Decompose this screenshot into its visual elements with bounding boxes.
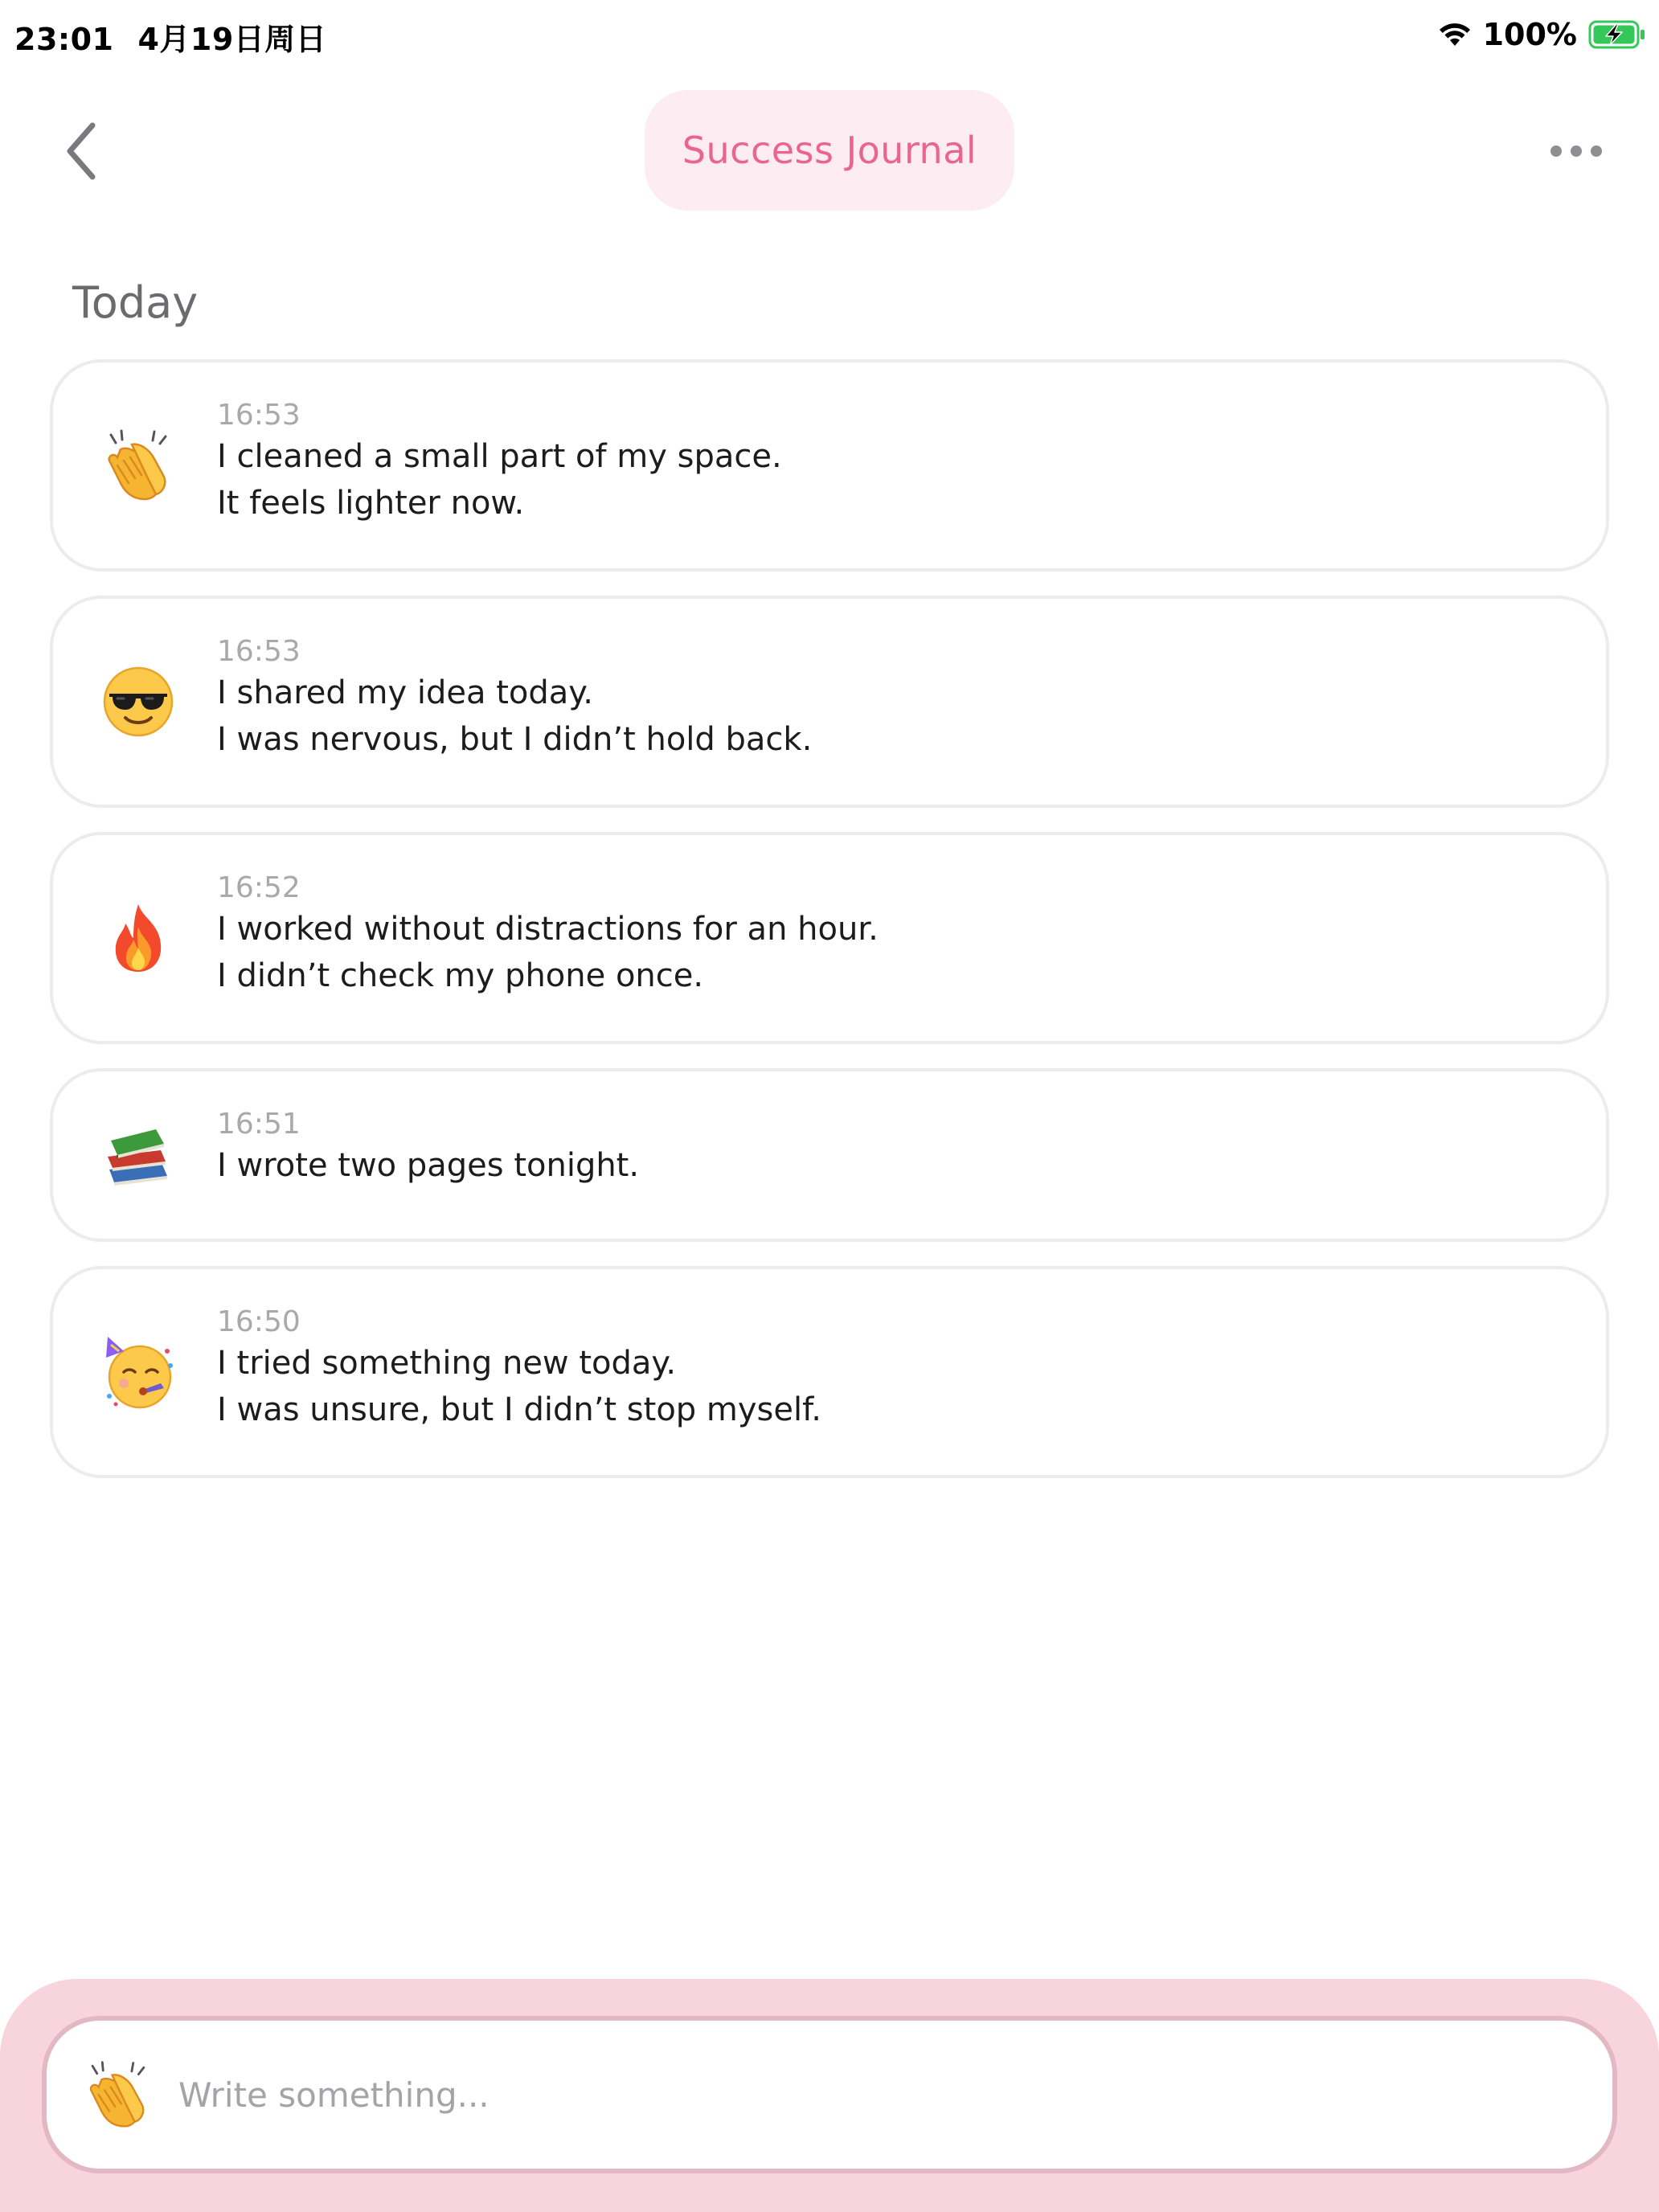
books-icon	[98, 1115, 178, 1195]
journal-entry-card[interactable]	[50, 596, 1609, 808]
journal-entry-input[interactable]	[177, 2054, 1612, 2136]
entry-time: 16:53	[217, 635, 301, 668]
back-button[interactable]	[48, 113, 113, 190]
journal-entry-list	[50, 359, 1609, 1478]
status-indicators	[1438, 14, 1646, 55]
entry-text: I shared my idea today. I was nervous, but I didn’t hold back.	[217, 674, 813, 758]
entry-body	[217, 1107, 1558, 1189]
entry-time: 16:53	[217, 399, 301, 432]
emoji-picker-button[interactable]	[82, 2058, 154, 2131]
journal-title-pill	[645, 90, 1014, 211]
entry-time: 16:52	[217, 871, 301, 904]
entry-text: I wrote two pages tonight.	[217, 1147, 640, 1184]
journal-entry-card[interactable]	[50, 1266, 1609, 1478]
books-icon	[100, 1116, 177, 1194]
more-options-button[interactable]	[1540, 129, 1612, 174]
sunglasses-face-icon	[100, 663, 177, 740]
section-heading-today: Today	[72, 277, 199, 328]
chevron-left-icon	[62, 121, 99, 182]
battery-charging-icon	[1588, 19, 1646, 50]
page-title: Success Journal	[682, 129, 977, 172]
more-dot-icon	[1591, 145, 1602, 157]
entry-time: 16:51	[217, 1108, 301, 1141]
status-bar	[0, 0, 1659, 71]
status-time: 23:01	[14, 22, 114, 57]
clapping-hands-icon	[100, 427, 177, 504]
party-face-icon	[98, 1332, 178, 1412]
entry-body	[217, 870, 1558, 999]
fire-icon	[100, 899, 177, 977]
entry-text: I worked without distractions for an hour. I didn’t check my phone once.	[217, 911, 879, 994]
fire-icon	[98, 898, 178, 978]
composer-field[interactable]	[42, 2016, 1617, 2173]
entry-text: I cleaned a small part of my space. It feels lighter now.	[217, 438, 782, 522]
entry-body	[217, 398, 1558, 526]
entry-body	[217, 1305, 1558, 1433]
sunglasses-face-icon	[98, 662, 178, 742]
more-dot-icon	[1571, 145, 1582, 157]
journal-entry-card[interactable]	[50, 832, 1609, 1044]
clapping-hands-icon	[82, 2058, 154, 2131]
journal-entry-card[interactable]	[50, 1068, 1609, 1242]
entry-time: 16:50	[217, 1305, 301, 1338]
status-clock	[14, 14, 326, 59]
entry-body	[217, 634, 1558, 763]
wifi-icon	[1438, 21, 1472, 48]
more-dot-icon	[1550, 145, 1562, 157]
clapping-hands-icon	[98, 425, 178, 506]
battery-percent: 100%	[1482, 17, 1577, 52]
party-face-icon	[100, 1333, 177, 1411]
entry-text: I tried something new today. I was unsure, but I didn’t stop myself.	[217, 1345, 821, 1428]
status-date: 4月19日周日	[137, 22, 327, 57]
journal-entry-card[interactable]	[50, 359, 1609, 571]
